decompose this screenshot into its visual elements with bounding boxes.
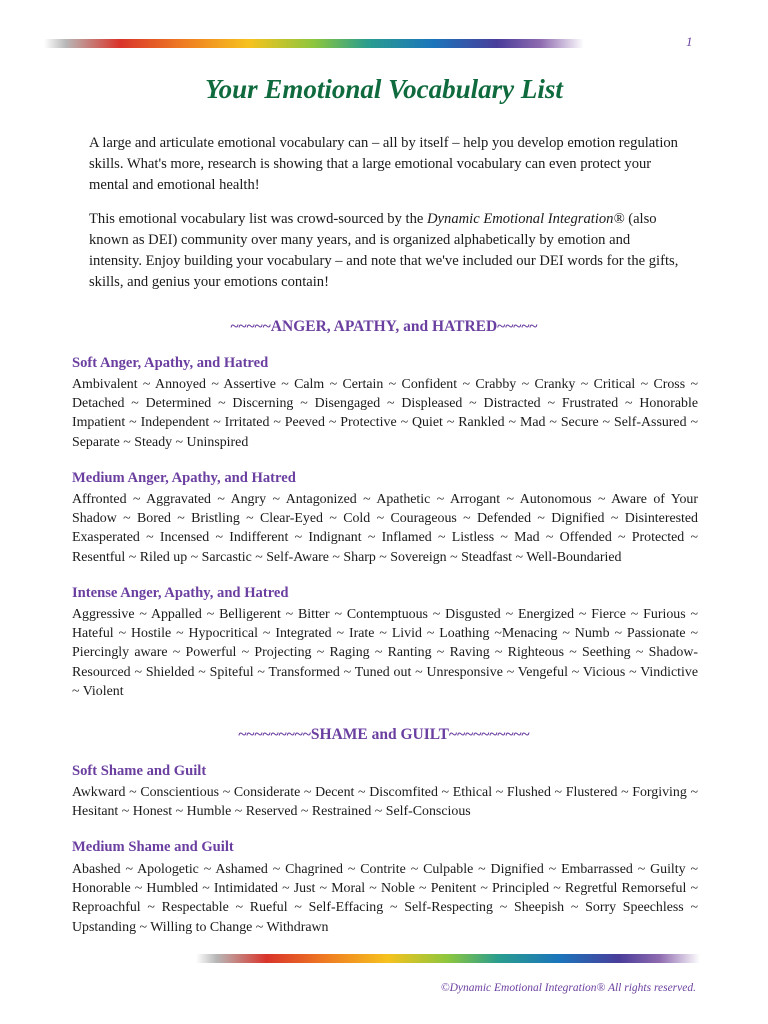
word-list-intense-anger: Aggressive ~ Appalled ~ Belligerent ~ Bitter ~ Contemptuous ~ Disgusted ~ Energized ~ Fierce ~ Furious ~ Hateful ~ Hostile ~ Hypocritical ~ Integrated ~ Irate ~ Livid ~ Loathing ~Menacing ~ Numb ~ Passionate ~ Piercingly aware ~ Powerful ~ Projecting ~ Raging ~ Ranting ~ Raving ~ Righteous ~ Seething ~ Shadow-Resourced ~ Shielded ~ Spiteful ~ Transformed ~ Tuned out ~ Unresponsive ~ Vengeful ~ Vicious ~ Vindictive ~ Violent bbox=[72, 607, 698, 699]
subheading-intense-anger: Intense Anger, Apathy, and Hatred bbox=[72, 585, 289, 601]
intro-p2-after: (also known as DEI) community over many years, and is organized alphabetically by emotion and intensity. Enjoy building your vocabulary – and note that we've included our DEI words for the gifts, skills, and genius your emotions contain! bbox=[89, 211, 679, 290]
intro-p2-before: This emotional vocabulary list was crowd-sourced by the bbox=[89, 211, 428, 227]
intro-paragraph-2 bbox=[89, 209, 679, 293]
word-list-medium-shame: Abashed ~ Apologetic ~ Ashamed ~ Chagrined ~ Contrite ~ Culpable ~ Dignified ~ Embarrassed ~ Guilty ~ Honorable ~ Humbled ~ Intimidated ~ Just ~ Moral ~ Noble ~ Penitent ~ Principled ~ Regretful Remorseful ~ Reproachful ~ Respectable ~ Rueful ~ Self-Effacing ~ Self-Respecting ~ Sheepish ~ Sorry Speechless ~ Upstanding ~ Willing to Change ~ Withdrawn bbox=[72, 862, 698, 935]
section-heading-shame: ~~~~~~~~~SHAME and GUILT~~~~~~~~~~ bbox=[238, 726, 530, 743]
intro-paragraph-1: A large and articulate emotional vocabulary can – all by itself – help you develop emotion regulation skills. What's more, research is showing that a large emotional vocabulary can even protect your mental and emotional health! bbox=[89, 135, 678, 193]
copyright-footer: ©Dynamic Emotional Integration® All rights reserved. bbox=[440, 982, 696, 994]
word-list-soft-anger: Ambivalent ~ Annoyed ~ Assertive ~ Calm ~ Certain ~ Confident ~ Crabby ~ Cranky ~ Critical ~ Cross ~ Detached ~ Determined ~ Discerning ~ Disengaged ~ Displeased ~ Distracted ~ Frustrated ~ Honorable Impatient ~ Independent ~ Irritated ~ Peeved ~ Protective ~ Quiet ~ Rankled ~ Mad ~ Secure ~ Self-Assured ~ Separate ~ Steady ~ Uninspired bbox=[72, 377, 698, 450]
subheading-medium-shame: Medium Shame and Guilt bbox=[72, 839, 234, 855]
page-number: 1 bbox=[686, 34, 693, 49]
top-rainbow-bar bbox=[44, 39, 584, 48]
word-list-medium-anger: Affronted ~ Aggravated ~ Angry ~ Antagonized ~ Apathetic ~ Arrogant ~ Autonomous ~ Aware of Your Shadow ~ Bored ~ Bristling ~ Clear-Eyed ~ Cold ~ Courageous ~ Defended ~ Dignified ~ Disinterested Exasperated ~ Incensed ~ Indifferent ~ Indignant ~ Inflamed ~ Listless ~ Mad ~ Offended ~ Protected ~ Resentful ~ Riled up ~ Sarcastic ~ Self-Aware ~ Sharp ~ Sovereign ~ Steadfast ~ Well-Boundaried bbox=[72, 492, 698, 565]
page-title: Your Emotional Vocabulary List bbox=[205, 74, 563, 104]
subheading-soft-anger: Soft Anger, Apathy, and Hatred bbox=[72, 355, 269, 371]
section-heading-anger: ~~~~~ANGER, APATHY, and HATRED~~~~~ bbox=[230, 318, 538, 335]
bottom-rainbow-bar bbox=[196, 954, 700, 963]
word-list-soft-shame: Awkward ~ Conscientious ~ Considerate ~ Decent ~ Discomfited ~ Ethical ~ Flushed ~ Flustered ~ Forgiving ~ Hesitant ~ Honest ~ Humble ~ Reserved ~ Restrained ~ Self-Conscious bbox=[72, 785, 698, 820]
intro-p2-brand: Dynamic Emotional Integration® bbox=[427, 211, 625, 227]
subheading-soft-shame: Soft Shame and Guilt bbox=[72, 763, 207, 779]
subheading-medium-anger: Medium Anger, Apathy, and Hatred bbox=[72, 470, 296, 486]
